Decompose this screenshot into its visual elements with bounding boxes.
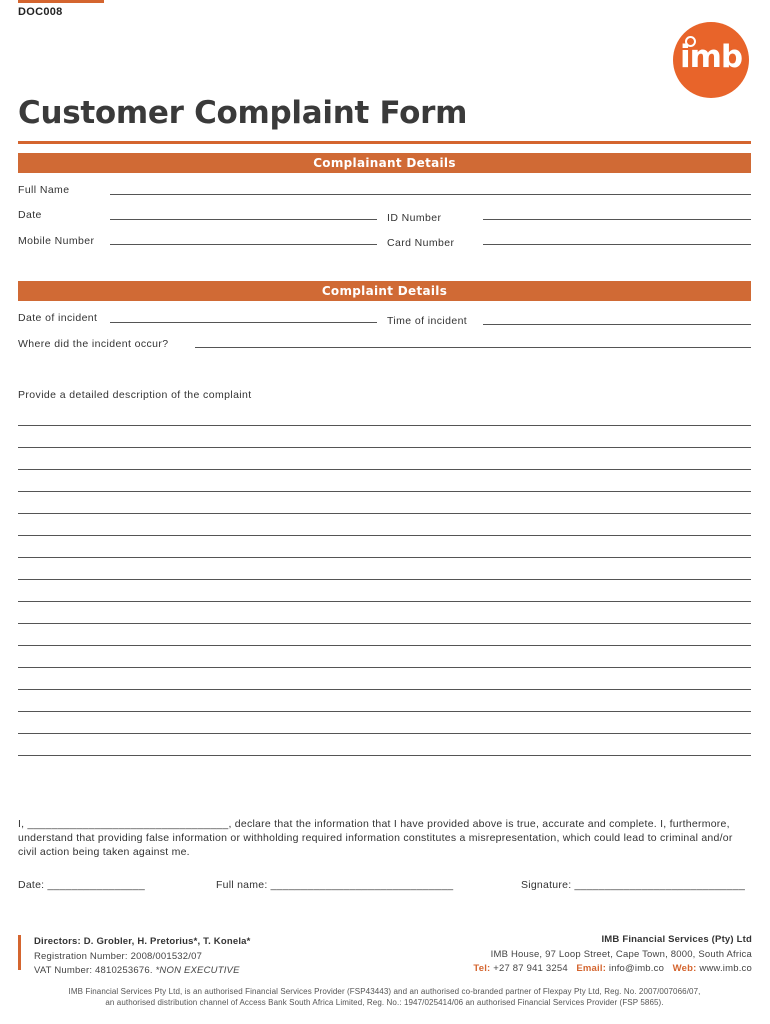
footer-accent-bar xyxy=(18,935,21,970)
card-number-label: Card Number xyxy=(387,237,455,249)
incident-location-label: Where did the incident occur? xyxy=(18,338,169,350)
description-line[interactable] xyxy=(18,425,751,426)
description-line[interactable] xyxy=(18,513,751,514)
web-label: Web: xyxy=(672,963,697,974)
declaration-text: I, _________________________________, declare that the information that I have provided above is true, accurate and complete. I, furthermore, understand that providing false information or withholding required information constitutes a misrepresentation, which could lead to criminal and/or civil action being taken against me. xyxy=(18,818,733,858)
email-link[interactable]: info@imb.co xyxy=(608,963,665,974)
contact-line xyxy=(473,963,752,974)
description-line[interactable] xyxy=(18,469,751,470)
section-header-complainant: Complainant Details xyxy=(18,153,751,173)
document-code: DOC008 xyxy=(18,6,63,18)
id-number-field[interactable] xyxy=(483,219,751,220)
description-line[interactable] xyxy=(18,601,751,602)
vat-number-line xyxy=(34,965,240,976)
full-name-field[interactable] xyxy=(110,194,751,195)
company-name: IMB Financial Services (Pty) Ltd xyxy=(601,934,752,945)
mobile-number-label: Mobile Number xyxy=(18,235,95,247)
tel-number[interactable]: +27 87 941 3254 xyxy=(493,963,568,974)
registration-number: Registration Number: 2008/001532/07 xyxy=(34,951,203,962)
description-line[interactable] xyxy=(18,711,751,712)
legal-line-1: IMB Financial Services Pty Ltd, is an authorised Financial Services Provider (FSP43443) and an authorised co-branded partner of Flexpay Pty Ltd, Reg. No. 2007/007066/07, xyxy=(68,987,701,996)
mobile-number-field[interactable] xyxy=(110,244,377,245)
legal-disclaimer xyxy=(18,986,751,1008)
logo-text: imb xyxy=(679,39,743,75)
description-line[interactable] xyxy=(18,733,751,734)
page-title: Customer Complaint Form xyxy=(18,95,468,131)
signature-field[interactable]: Signature: ____________________________ xyxy=(521,879,746,891)
title-divider xyxy=(18,141,751,144)
section-header-complaint: Complaint Details xyxy=(18,281,751,301)
company-address: IMB House, 97 Loop Street, Cape Town, 8000, South Africa xyxy=(490,949,752,960)
description-line[interactable] xyxy=(18,667,751,668)
top-accent-bar xyxy=(18,0,104,3)
description-line[interactable] xyxy=(18,689,751,690)
description-line[interactable] xyxy=(18,557,751,558)
imb-logo xyxy=(673,22,749,98)
time-of-incident-field[interactable] xyxy=(483,324,751,325)
date-label: Date xyxy=(18,209,42,221)
non-executive-note: *NON EXECUTIVE xyxy=(155,965,240,976)
vat-number: VAT Number: 4810253676. xyxy=(34,965,153,976)
description-line[interactable] xyxy=(18,491,751,492)
declaration-full-name-field[interactable]: Full name: ______________________________ xyxy=(216,879,454,891)
legal-line-2: an authorised distribution channel of Access Bank South Africa Limited, Reg. No.: 1947/025414/06 an authorised Financial Services Provider (FSP 5865). xyxy=(105,998,664,1007)
date-of-incident-field[interactable] xyxy=(110,322,377,323)
tel-label: Tel: xyxy=(473,963,491,974)
description-line[interactable] xyxy=(18,623,751,624)
card-number-field[interactable] xyxy=(483,244,751,245)
description-line[interactable] xyxy=(18,447,751,448)
description-line[interactable] xyxy=(18,645,751,646)
incident-location-field[interactable] xyxy=(195,347,751,348)
email-label: Email: xyxy=(576,963,607,974)
full-name-label: Full Name xyxy=(18,184,70,196)
description-line[interactable] xyxy=(18,579,751,580)
date-of-incident-label: Date of incident xyxy=(18,312,98,324)
directors-text: Directors: D. Grobler, H. Pretorius*, T. Konela* xyxy=(34,936,251,947)
time-of-incident-label: Time of incident xyxy=(387,315,468,327)
description-line[interactable] xyxy=(18,755,751,756)
date-field[interactable] xyxy=(110,219,377,220)
description-label: Provide a detailed description of the complaint xyxy=(18,389,252,401)
id-number-label: ID Number xyxy=(387,212,442,224)
web-link[interactable]: www.imb.co xyxy=(699,963,752,974)
description-line[interactable] xyxy=(18,535,751,536)
declaration-date-field[interactable]: Date: ________________ xyxy=(18,879,145,891)
